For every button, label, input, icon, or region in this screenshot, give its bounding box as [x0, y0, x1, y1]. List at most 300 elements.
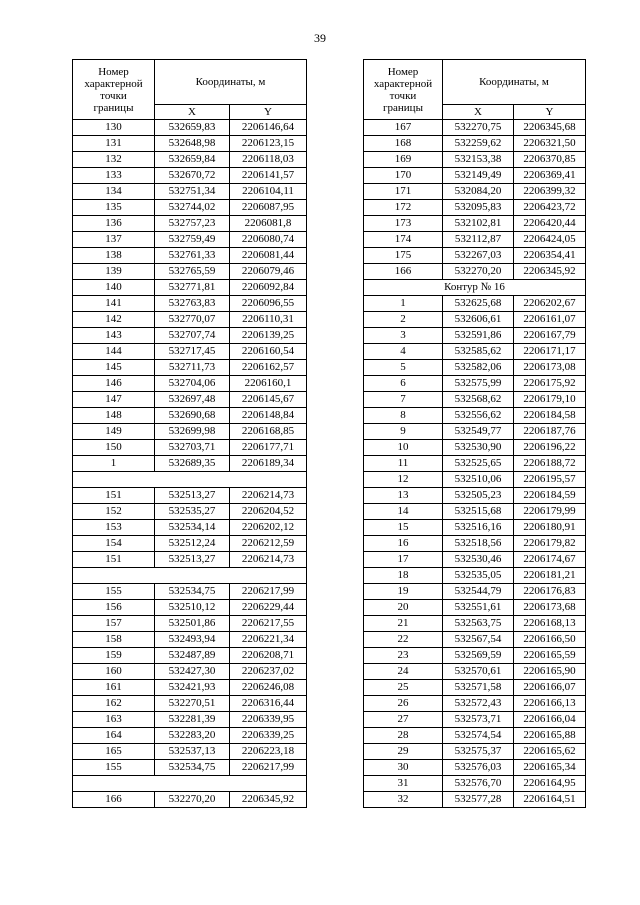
- y-cell: 2206161,07: [514, 312, 586, 328]
- contour-row: [364, 280, 586, 296]
- table-row: [73, 760, 307, 776]
- y-cell: 2206221,34: [230, 632, 307, 648]
- table-row: [73, 280, 307, 296]
- y-cell: 2206141,57: [230, 168, 307, 184]
- x-cell: 532516,16: [443, 520, 514, 536]
- table-row: [364, 760, 586, 776]
- coordinates-table-left: [72, 59, 307, 808]
- x-cell: 532704,06: [155, 376, 230, 392]
- point-number-cell: 22: [364, 632, 443, 648]
- table-row: [73, 488, 307, 504]
- x-cell: 532690,68: [155, 408, 230, 424]
- header-line: Номер: [98, 65, 129, 78]
- y-cell: 2206316,44: [230, 696, 307, 712]
- x-cell: 532575,37: [443, 744, 514, 760]
- point-number-cell: 10: [364, 440, 443, 456]
- point-number-cell: 1: [364, 296, 443, 312]
- y-cell: 2206420,44: [514, 216, 586, 232]
- table-row: [364, 360, 586, 376]
- table-row: [73, 216, 307, 232]
- table-row: [364, 168, 586, 184]
- y-cell: 2206148,84: [230, 408, 307, 424]
- separator-cell: [73, 568, 307, 584]
- x-cell: 532270,20: [155, 792, 230, 808]
- table-row: [73, 792, 307, 808]
- table-row: [73, 152, 307, 168]
- table-row: [73, 408, 307, 424]
- point-number-cell: 21: [364, 616, 443, 632]
- y-cell: 2206189,34: [230, 456, 307, 472]
- x-cell: 532759,49: [155, 232, 230, 248]
- table-row: [364, 600, 586, 616]
- y-cell: 2206246,08: [230, 680, 307, 696]
- x-cell: 532518,56: [443, 536, 514, 552]
- table-row: [73, 248, 307, 264]
- separator-cell: [73, 776, 307, 792]
- y-cell: 2206174,67: [514, 552, 586, 568]
- table-row: [73, 120, 307, 136]
- x-cell: 532270,20: [443, 264, 514, 280]
- x-cell: 532551,61: [443, 600, 514, 616]
- x-cell: 532421,93: [155, 680, 230, 696]
- table-row: [364, 136, 586, 152]
- table-row: [73, 392, 307, 408]
- y-cell: 2206369,41: [514, 168, 586, 184]
- y-cell: 2206168,13: [514, 616, 586, 632]
- y-cell: 2206217,55: [230, 616, 307, 632]
- x-cell: 532510,12: [155, 600, 230, 616]
- y-cell: 2206166,50: [514, 632, 586, 648]
- point-number-cell: 20: [364, 600, 443, 616]
- x-cell: 532534,75: [155, 584, 230, 600]
- point-number-cell: 135: [73, 200, 155, 216]
- y-cell: 2206345,92: [230, 792, 307, 808]
- x-cell: 532585,62: [443, 344, 514, 360]
- x-cell: 532537,13: [155, 744, 230, 760]
- point-number-cell: 142: [73, 312, 155, 328]
- point-number-cell: 140: [73, 280, 155, 296]
- table-row: [364, 392, 586, 408]
- table-row: [364, 792, 586, 808]
- x-cell: 532095,83: [443, 200, 514, 216]
- point-number-cell: 147: [73, 392, 155, 408]
- point-number-cell: 18: [364, 568, 443, 584]
- table-row: [364, 440, 586, 456]
- table-row: [364, 472, 586, 488]
- x-cell: 532757,23: [155, 216, 230, 232]
- y-header: Y: [514, 105, 586, 120]
- y-cell: 2206162,57: [230, 360, 307, 376]
- point-number-cell: 144: [73, 344, 155, 360]
- y-cell: 2206184,59: [514, 488, 586, 504]
- table-row: [364, 616, 586, 632]
- point-number-cell: 151: [73, 488, 155, 504]
- y-cell: 2206176,83: [514, 584, 586, 600]
- table-row: [364, 152, 586, 168]
- header-line: Номер: [387, 65, 419, 78]
- point-number-cell: 133: [73, 168, 155, 184]
- point-number-cell: 141: [73, 296, 155, 312]
- coordinates-header: Координаты, м: [443, 60, 586, 105]
- point-number-cell: 12: [364, 472, 443, 488]
- x-cell: 532510,06: [443, 472, 514, 488]
- table-row: [73, 712, 307, 728]
- y-cell: 2206165,59: [514, 648, 586, 664]
- point-number-cell: 2: [364, 312, 443, 328]
- point-number-cell: 23: [364, 648, 443, 664]
- table-row: [73, 360, 307, 376]
- point-number-cell: 8: [364, 408, 443, 424]
- point-number-cell: 11: [364, 456, 443, 472]
- point-number-cell: 25: [364, 680, 443, 696]
- point-number-cell: 154: [73, 536, 155, 552]
- table-row: [364, 520, 586, 536]
- x-cell: 532563,75: [443, 616, 514, 632]
- point-number-cell: 166: [364, 264, 443, 280]
- point-number-cell: 7: [364, 392, 443, 408]
- y-cell: 2206177,71: [230, 440, 307, 456]
- y-header: Y: [230, 105, 307, 120]
- point-number-cell: 155: [73, 584, 155, 600]
- point-number-cell: 139: [73, 264, 155, 280]
- x-cell: 532606,61: [443, 312, 514, 328]
- y-cell: 2206123,15: [230, 136, 307, 152]
- page-number: 39: [314, 31, 326, 45]
- coordinates-table-right: [363, 59, 586, 808]
- x-cell: 532530,90: [443, 440, 514, 456]
- table-row: [73, 296, 307, 312]
- x-cell: 532659,84: [155, 152, 230, 168]
- x-cell: 532084,20: [443, 184, 514, 200]
- y-cell: 2206345,68: [514, 120, 586, 136]
- point-number-cell: 156: [73, 600, 155, 616]
- x-cell: 532534,75: [155, 760, 230, 776]
- point-number-cell: 172: [364, 200, 443, 216]
- x-cell: 532112,87: [443, 232, 514, 248]
- x-cell: 532703,71: [155, 440, 230, 456]
- x-cell: 532576,70: [443, 776, 514, 792]
- x-cell: 532570,61: [443, 664, 514, 680]
- y-cell: 2206160,54: [230, 344, 307, 360]
- y-cell: 2206196,22: [514, 440, 586, 456]
- x-cell: 532102,81: [443, 216, 514, 232]
- point-number-cell: 29: [364, 744, 443, 760]
- point-number-cell: 132: [73, 152, 155, 168]
- table-row: [73, 632, 307, 648]
- table-row: [73, 664, 307, 680]
- point-number-cell: 145: [73, 360, 155, 376]
- point-number-cell: 31: [364, 776, 443, 792]
- x-cell: 532505,23: [443, 488, 514, 504]
- y-cell: 2206139,25: [230, 328, 307, 344]
- y-cell: 2206339,25: [230, 728, 307, 744]
- y-cell: 2206354,41: [514, 248, 586, 264]
- header-line: точки: [100, 89, 127, 102]
- table-row: [73, 456, 307, 472]
- header-line: характерной: [84, 77, 143, 90]
- table-row: [73, 600, 307, 616]
- x-cell: 532530,46: [443, 552, 514, 568]
- x-cell: 532770,07: [155, 312, 230, 328]
- x-cell: 532535,05: [443, 568, 514, 584]
- table-row: [364, 456, 586, 472]
- point-number-cell: 170: [364, 168, 443, 184]
- point-number-cell: 162: [73, 696, 155, 712]
- x-cell: 532574,54: [443, 728, 514, 744]
- point-number-cell: 149: [73, 424, 155, 440]
- x-cell: 532591,86: [443, 328, 514, 344]
- x-cell: 532763,83: [155, 296, 230, 312]
- y-cell: 2206345,92: [514, 264, 586, 280]
- point-number-cell: 137: [73, 232, 155, 248]
- table-row: [364, 408, 586, 424]
- table-row: [73, 312, 307, 328]
- y-cell: 2206179,99: [514, 504, 586, 520]
- y-cell: 2206165,34: [514, 760, 586, 776]
- x-cell: 532717,45: [155, 344, 230, 360]
- x-cell: 532697,48: [155, 392, 230, 408]
- x-cell: 532534,14: [155, 520, 230, 536]
- point-number-cell: 3: [364, 328, 443, 344]
- table-row: [73, 136, 307, 152]
- x-cell: 532711,73: [155, 360, 230, 376]
- table-row: [73, 696, 307, 712]
- coordinates-header: Координаты, м: [155, 60, 307, 105]
- table-row: [364, 680, 586, 696]
- y-cell: 2206217,99: [230, 760, 307, 776]
- x-cell: 532765,59: [155, 264, 230, 280]
- table-row: [73, 648, 307, 664]
- y-cell: 2206195,57: [514, 472, 586, 488]
- table-row: [364, 344, 586, 360]
- table-row: [364, 264, 586, 280]
- point-number-cell: 32: [364, 792, 443, 808]
- table-row: [364, 776, 586, 792]
- separator-cell: [73, 472, 307, 488]
- x-cell: 532625,68: [443, 296, 514, 312]
- x-cell: 532281,39: [155, 712, 230, 728]
- x-cell: 532571,58: [443, 680, 514, 696]
- point-number-cell: 17: [364, 552, 443, 568]
- x-cell: 532549,77: [443, 424, 514, 440]
- point-number-cell: 9: [364, 424, 443, 440]
- table-row: [73, 376, 307, 392]
- x-cell: 532751,34: [155, 184, 230, 200]
- point-number-cell: 158: [73, 632, 155, 648]
- point-number-header: [364, 60, 443, 120]
- table-row: [73, 520, 307, 536]
- table-row: [73, 616, 307, 632]
- point-number-cell: 5: [364, 360, 443, 376]
- point-number-cell: 171: [364, 184, 443, 200]
- y-cell: 2206179,82: [514, 536, 586, 552]
- x-cell: 532582,06: [443, 360, 514, 376]
- y-cell: 2206167,79: [514, 328, 586, 344]
- x-cell: 532512,24: [155, 536, 230, 552]
- x-cell: 532544,79: [443, 584, 514, 600]
- y-cell: 2206168,85: [230, 424, 307, 440]
- y-cell: 2206399,32: [514, 184, 586, 200]
- table-row: [364, 216, 586, 232]
- y-cell: 2206424,05: [514, 232, 586, 248]
- y-cell: 2206370,85: [514, 152, 586, 168]
- y-cell: 2206179,10: [514, 392, 586, 408]
- point-number-cell: 175: [364, 248, 443, 264]
- table-row: [364, 568, 586, 584]
- point-number-cell: 19: [364, 584, 443, 600]
- y-cell: 2206118,03: [230, 152, 307, 168]
- x-cell: 532573,71: [443, 712, 514, 728]
- left-table-body: [73, 120, 307, 808]
- table-row: [364, 536, 586, 552]
- x-cell: 532761,33: [155, 248, 230, 264]
- point-number-cell: 165: [73, 744, 155, 760]
- y-cell: 2206146,64: [230, 120, 307, 136]
- y-cell: 2206217,99: [230, 584, 307, 600]
- y-cell: 2206214,73: [230, 552, 307, 568]
- table-row: [364, 696, 586, 712]
- separator-row: [73, 472, 307, 488]
- table-row: [364, 184, 586, 200]
- table-row: [73, 328, 307, 344]
- x-cell: 532707,74: [155, 328, 230, 344]
- y-cell: 2206164,51: [514, 792, 586, 808]
- header-line: границы: [383, 101, 423, 114]
- table-row: [73, 552, 307, 568]
- x-cell: 532568,62: [443, 392, 514, 408]
- header-line: границы: [93, 101, 134, 114]
- table-row: [364, 744, 586, 760]
- right-table-body: [364, 120, 586, 808]
- contour-label: Контур № 16: [364, 280, 586, 296]
- y-cell: 2206423,72: [514, 200, 586, 216]
- separator-row: [73, 568, 307, 584]
- x-cell: 532270,51: [155, 696, 230, 712]
- x-cell: 532648,98: [155, 136, 230, 152]
- header-line: характерной: [373, 77, 433, 90]
- table-row: [73, 424, 307, 440]
- x-cell: 532699,98: [155, 424, 230, 440]
- table-row: [73, 536, 307, 552]
- x-cell: 532270,75: [443, 120, 514, 136]
- table-row: [73, 232, 307, 248]
- table-row: [364, 232, 586, 248]
- table-row: [73, 728, 307, 744]
- point-number-cell: 134: [73, 184, 155, 200]
- x-cell: 532556,62: [443, 408, 514, 424]
- table-row: [364, 552, 586, 568]
- y-cell: 2206165,90: [514, 664, 586, 680]
- point-number-cell: 148: [73, 408, 155, 424]
- x-cell: 532501,86: [155, 616, 230, 632]
- table-row: [364, 584, 586, 600]
- y-cell: 2206110,31: [230, 312, 307, 328]
- y-cell: 2206187,76: [514, 424, 586, 440]
- point-number-cell: 169: [364, 152, 443, 168]
- y-cell: 2206096,55: [230, 296, 307, 312]
- y-cell: 2206229,44: [230, 600, 307, 616]
- point-number-cell: 130: [73, 120, 155, 136]
- x-header: X: [155, 105, 230, 120]
- y-cell: 2206212,59: [230, 536, 307, 552]
- y-cell: 2206339,95: [230, 712, 307, 728]
- table-row: [364, 664, 586, 680]
- x-cell: 532577,28: [443, 792, 514, 808]
- point-number-cell: 28: [364, 728, 443, 744]
- point-number-cell: 151: [73, 552, 155, 568]
- point-number-cell: 138: [73, 248, 155, 264]
- y-cell: 2206079,46: [230, 264, 307, 280]
- table-row: [73, 264, 307, 280]
- table-row: [73, 184, 307, 200]
- point-number-cell: 155: [73, 760, 155, 776]
- table-row: [364, 248, 586, 264]
- point-number-cell: 164: [73, 728, 155, 744]
- point-number-cell: 146: [73, 376, 155, 392]
- table-row: [364, 120, 586, 136]
- x-cell: 532153,38: [443, 152, 514, 168]
- table-row: [364, 200, 586, 216]
- point-number-cell: 174: [364, 232, 443, 248]
- point-number-cell: 16: [364, 536, 443, 552]
- y-cell: 2206081,8: [230, 216, 307, 232]
- point-number-cell: 159: [73, 648, 155, 664]
- x-cell: 532427,30: [155, 664, 230, 680]
- table-row: [364, 504, 586, 520]
- table-row: [73, 344, 307, 360]
- y-cell: 2206081,44: [230, 248, 307, 264]
- point-number-cell: 26: [364, 696, 443, 712]
- y-cell: 2206175,92: [514, 376, 586, 392]
- point-number-cell: 150: [73, 440, 155, 456]
- y-cell: 2206237,02: [230, 664, 307, 680]
- y-cell: 2206173,68: [514, 600, 586, 616]
- point-number-cell: 157: [73, 616, 155, 632]
- x-cell: 532149,49: [443, 168, 514, 184]
- x-cell: 532744,02: [155, 200, 230, 216]
- x-cell: 532670,72: [155, 168, 230, 184]
- y-cell: 2206164,95: [514, 776, 586, 792]
- y-cell: 2206173,08: [514, 360, 586, 376]
- x-cell: 532535,27: [155, 504, 230, 520]
- table-row: [73, 168, 307, 184]
- point-number-cell: 143: [73, 328, 155, 344]
- table-row: [73, 680, 307, 696]
- point-number-cell: 173: [364, 216, 443, 232]
- y-cell: 2206166,07: [514, 680, 586, 696]
- point-number-header: [73, 60, 155, 120]
- separator-row: [73, 776, 307, 792]
- y-cell: 2206171,17: [514, 344, 586, 360]
- point-number-cell: 6: [364, 376, 443, 392]
- point-number-cell: 152: [73, 504, 155, 520]
- x-cell: 532515,68: [443, 504, 514, 520]
- point-number-cell: 163: [73, 712, 155, 728]
- y-cell: 2206080,74: [230, 232, 307, 248]
- y-cell: 2206165,62: [514, 744, 586, 760]
- point-number-cell: 153: [73, 520, 155, 536]
- y-cell: 2206208,71: [230, 648, 307, 664]
- header-line: точки: [389, 89, 417, 102]
- point-number-cell: 167: [364, 120, 443, 136]
- y-cell: 2206214,73: [230, 488, 307, 504]
- point-number-cell: 27: [364, 712, 443, 728]
- y-cell: 2206087,95: [230, 200, 307, 216]
- x-cell: 532283,20: [155, 728, 230, 744]
- x-cell: 532493,94: [155, 632, 230, 648]
- x-cell: 532513,27: [155, 488, 230, 504]
- y-cell: 2206166,04: [514, 712, 586, 728]
